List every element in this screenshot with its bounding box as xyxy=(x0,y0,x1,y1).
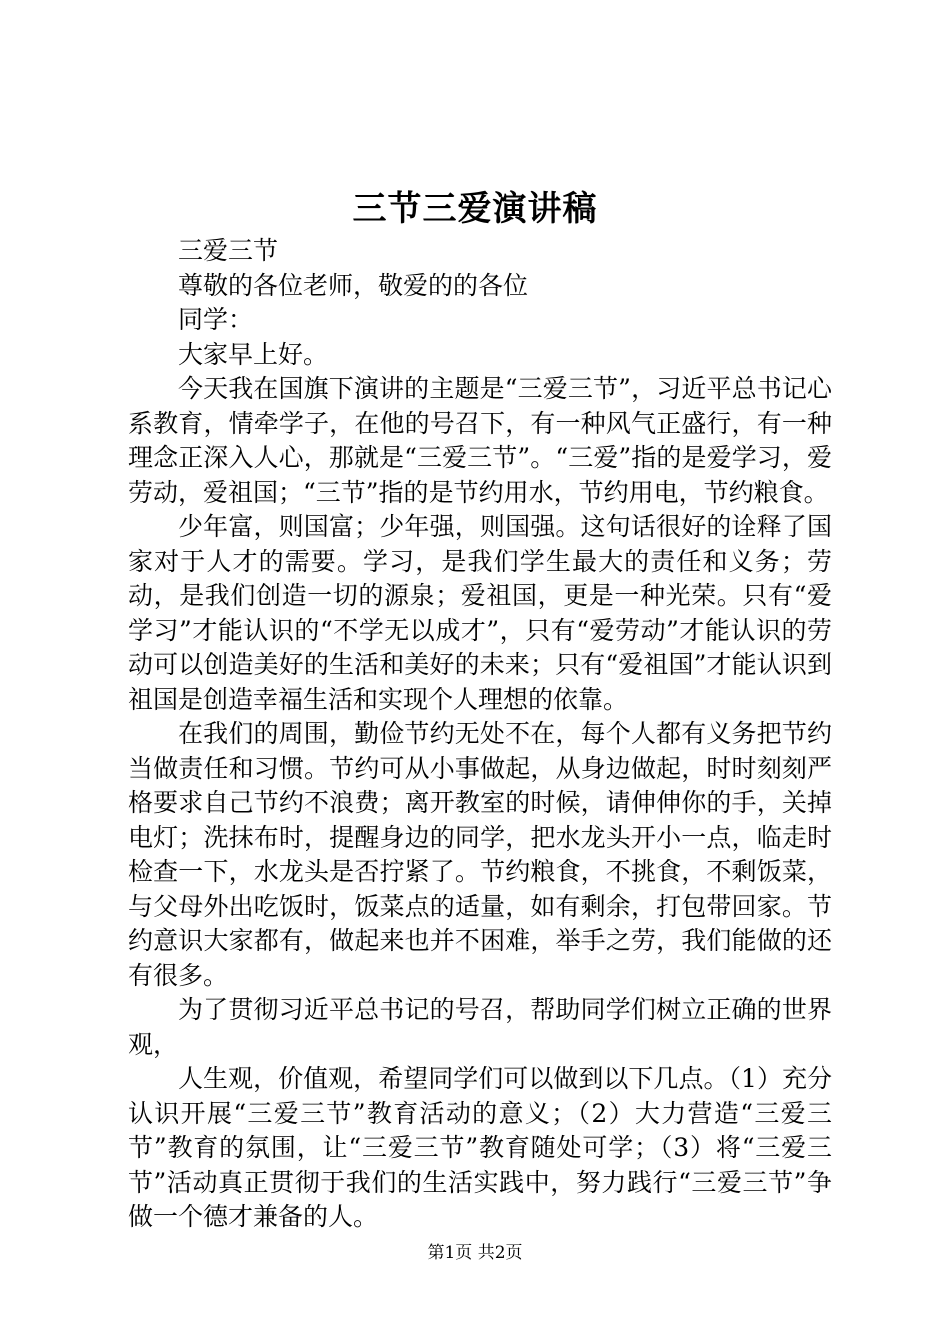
paragraph-youth: 少年富，则国富；少年强，则国强。这句话很好的诠释了国家对于人才的需要。学习，是我们学生最大的责任和义务；劳动，是我们创造一切的源泉；爱祖国，更是一种光荣。只有“爱学习”才能认识的“不学无以成才”，只有“爱劳动”才能认识的劳动可以创造美好的生活和美好的未来；只有“爱祖国”才能认识到祖国是创造幸福生活和实现个人理想的依靠。 xyxy=(128,512,832,714)
paragraph-theme: 今天我在国旗下演讲的主题是“三爱三节”，习近平总书记心系教育，情牵学子，在他的号召下，有一种风气正盛行，有一种理念正深入人心，那就是“三爱三节”。“三爱”指的是爱学习，爱劳动，爱祖国；“三节”指的是节约用水，节约用电，节约粮食。 xyxy=(128,374,832,507)
paragraph-salutation-cont: 同学： xyxy=(178,305,254,334)
paragraph-thrift: 在我们的周围，勤俭节约无处不在，每个人都有义务把节约当做责任和习惯。节约可从小事做起，从身边做起，时时刻刻严格要求自己节约不浪费；离开教室的时候，请伸伸你的手，关掉电灯；洗抹布时，提醒身边的同学，把水龙头开小一点，临走时检查一下，水龙头是否拧紧了。节约粮食，不挑食，不剩饭菜，与父母外出吃饭时，饭菜点的适量，如有剩余，打包带回家。节约意识大家都有，做起来也并不困难，举手之劳，我们能做的还有很多。 xyxy=(128,719,832,990)
document-title: 三节三爱演讲稿 xyxy=(352,189,598,229)
page-footer: 第1页 共2页 xyxy=(427,1243,523,1263)
paragraph-greeting: 大家早上好。 xyxy=(178,339,329,369)
paragraph-heading: 三爱三节 xyxy=(178,236,279,265)
paragraph-conclusion: 人生观，价值观，希望同学们可以做到以下几点。（1）充分认识开展“三爱三节”教育活动的意义；（2）大力营造“三爱三节”教育的氛围，让“三爱三节”教育随处可学；（3）将“三爱三节”活动真正贯彻于我们的生活实践中，努力践行“三爱三节”争做一个德才兼备的人。 xyxy=(128,1064,832,1231)
document-body xyxy=(128,234,832,1235)
paragraph-salutation: 尊敬的各位老师，敬爱的的各位 xyxy=(178,270,529,300)
paragraph-call: 为了贯彻习近平总书记的号召，帮助同学们树立正确的世界观， xyxy=(128,995,832,1059)
